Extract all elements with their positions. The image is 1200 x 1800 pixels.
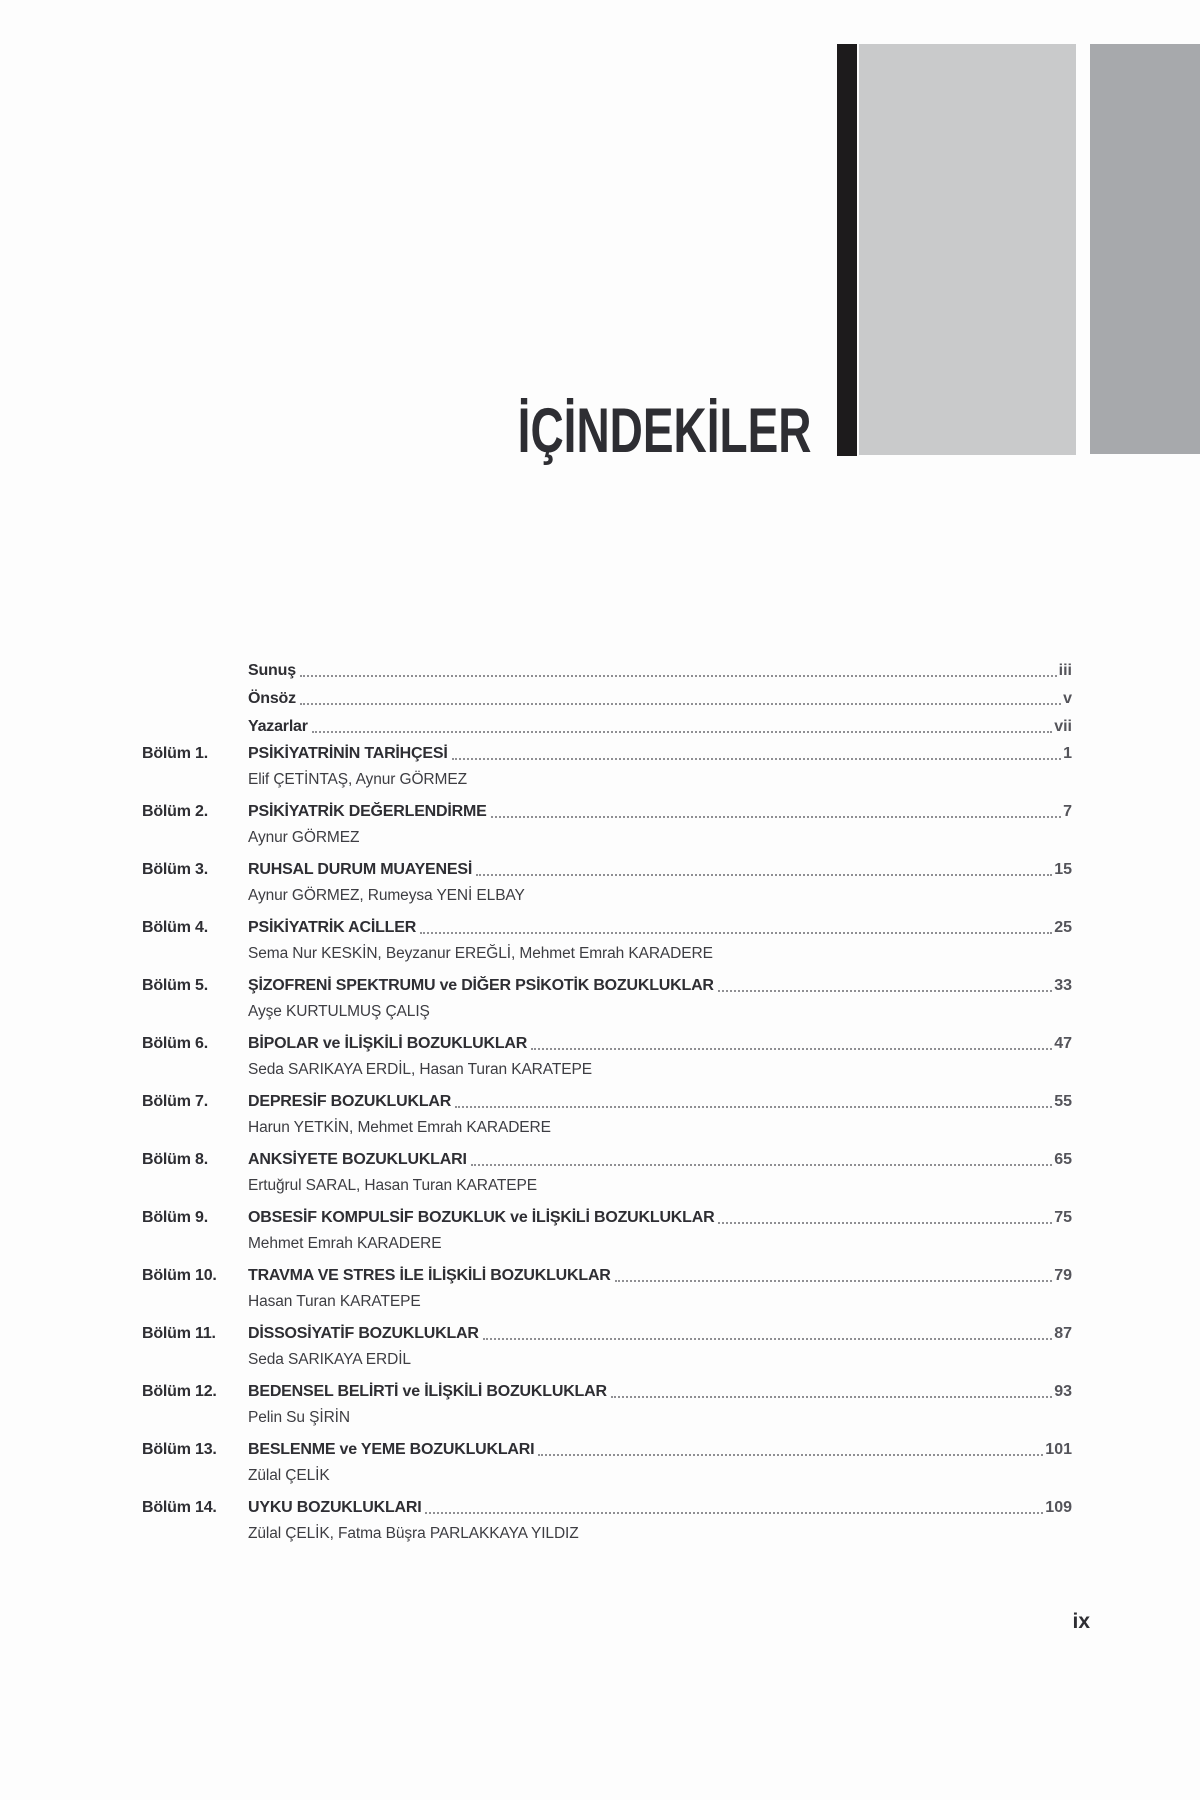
chapter-title-row bbox=[142, 1147, 1072, 1173]
chapter-title: BESLENME ve YEME BOZUKLUKLARI bbox=[248, 1441, 535, 1458]
chapter-entry bbox=[142, 1321, 1072, 1373]
chapter-title: PSİKİYATRİK DEĞERLENDİRME bbox=[248, 803, 487, 820]
chapter-label: Bölüm 9. bbox=[142, 1209, 208, 1226]
chapter-authors: Zülal ÇELİK bbox=[248, 1467, 330, 1484]
decorative-dark-gray-block bbox=[1090, 44, 1200, 454]
chapter-authors: Sema Nur KESKİN, Beyzanur EREĞLİ, Mehmet Emrah KARADERE bbox=[248, 945, 713, 962]
chapter-entry bbox=[142, 1379, 1072, 1431]
page-ref: 87 bbox=[1054, 1325, 1072, 1342]
dotted-leader bbox=[312, 731, 1052, 733]
dotted-leader bbox=[300, 675, 1057, 677]
chapter-label: Bölüm 4. bbox=[142, 919, 208, 936]
front-matter-label: Yazarlar bbox=[248, 718, 308, 735]
chapter-authors: Harun YETKİN, Mehmet Emrah KARADERE bbox=[248, 1119, 551, 1136]
chapter-entry bbox=[142, 1089, 1072, 1141]
chapter-title-row bbox=[142, 799, 1072, 825]
chapter-title: OBSESİF KOMPULSİF BOZUKLUK ve İLİŞKİLİ BOZUKLUKLAR bbox=[248, 1209, 715, 1226]
chapter-title-row bbox=[142, 741, 1072, 767]
chapter-label: Bölüm 14. bbox=[142, 1499, 217, 1516]
dotted-leader bbox=[531, 1048, 1052, 1050]
page-ref: 101 bbox=[1045, 1441, 1072, 1458]
page-ref: 47 bbox=[1054, 1035, 1072, 1052]
decorative-black-bar bbox=[837, 44, 857, 456]
chapter-authors: Ayşe KURTULMUŞ ÇALIŞ bbox=[248, 1003, 430, 1020]
page-ref: 55 bbox=[1054, 1093, 1072, 1110]
dotted-leader bbox=[483, 1338, 1052, 1340]
chapter-title: BİPOLAR ve İLİŞKİLİ BOZUKLUKLAR bbox=[248, 1035, 528, 1052]
chapter-label: Bölüm 10. bbox=[142, 1267, 217, 1284]
chapter-entry bbox=[142, 1205, 1072, 1257]
dotted-leader bbox=[452, 758, 1062, 760]
chapter-authors: Elif ÇETİNTAŞ, Aynur GÖRMEZ bbox=[248, 771, 467, 788]
chapter-authors: Zülal ÇELİK, Fatma Büşra PARLAKKAYA YILDIZ bbox=[248, 1525, 579, 1542]
chapter-title: BEDENSEL BELİRTİ ve İLİŞKİLİ BOZUKLUKLAR bbox=[248, 1383, 607, 1400]
chapter-label: Bölüm 11. bbox=[142, 1325, 216, 1342]
page-ref: 7 bbox=[1063, 803, 1072, 820]
chapter-label: Bölüm 7. bbox=[142, 1093, 208, 1110]
chapter-label: Bölüm 13. bbox=[142, 1441, 217, 1458]
page-ref: 15 bbox=[1054, 861, 1072, 878]
chapter-entry bbox=[142, 1147, 1072, 1199]
front-matter-row bbox=[142, 713, 1072, 741]
chapter-title: RUHSAL DURUM MUAYENESİ bbox=[248, 861, 473, 878]
chapter-authors: Aynur GÖRMEZ bbox=[248, 829, 360, 846]
dotted-leader bbox=[611, 1396, 1052, 1398]
page-ref: 25 bbox=[1054, 919, 1072, 936]
page-ref: 93 bbox=[1054, 1383, 1072, 1400]
chapter-authors: Aynur GÖRMEZ, Rumeysa YENİ ELBAY bbox=[248, 887, 525, 904]
dotted-leader bbox=[538, 1454, 1043, 1456]
chapter-title-row bbox=[142, 1321, 1072, 1347]
toc-list bbox=[142, 657, 1072, 1553]
chapter-entry bbox=[142, 741, 1072, 793]
dotted-leader bbox=[420, 932, 1052, 934]
chapter-title: TRAVMA VE STRES İLE İLİŞKİLİ BOZUKLUKLAR bbox=[248, 1267, 611, 1284]
folio-page-number: ix bbox=[1072, 1610, 1090, 1633]
dotted-leader bbox=[491, 816, 1062, 818]
chapter-label: Bölüm 3. bbox=[142, 861, 208, 878]
page-ref: iii bbox=[1058, 662, 1072, 679]
page-ref: 33 bbox=[1054, 977, 1072, 994]
chapter-entry bbox=[142, 799, 1072, 851]
chapter-title-row bbox=[142, 973, 1072, 999]
chapter-authors: Seda SARIKAYA ERDİL, Hasan Turan KARATEPE bbox=[248, 1061, 592, 1078]
chapter-title: ANKSİYETE BOZUKLUKLARI bbox=[248, 1151, 467, 1168]
chapter-title-row bbox=[142, 1031, 1072, 1057]
page-ref: v bbox=[1063, 690, 1072, 707]
chapter-label: Bölüm 2. bbox=[142, 803, 208, 820]
page-ref: vii bbox=[1054, 718, 1072, 735]
chapter-title-row bbox=[142, 1379, 1072, 1405]
dotted-leader bbox=[455, 1106, 1052, 1108]
chapter-entry bbox=[142, 857, 1072, 909]
page-ref: 79 bbox=[1054, 1267, 1072, 1284]
chapter-entry bbox=[142, 973, 1072, 1025]
chapter-title: DEPRESİF BOZUKLUKLAR bbox=[248, 1093, 452, 1110]
chapter-title-row bbox=[142, 1205, 1072, 1231]
chapter-label: Bölüm 8. bbox=[142, 1151, 208, 1168]
dotted-leader bbox=[300, 703, 1061, 705]
chapter-authors: Mehmet Emrah KARADERE bbox=[248, 1235, 442, 1252]
chapter-title-row bbox=[142, 1495, 1072, 1521]
dotted-leader bbox=[471, 1164, 1052, 1166]
chapter-title: UYKU BOZUKLUKLARI bbox=[248, 1499, 422, 1516]
chapter-authors: Seda SARIKAYA ERDİL bbox=[248, 1351, 411, 1368]
chapter-entry bbox=[142, 1437, 1072, 1489]
dotted-leader bbox=[718, 1222, 1052, 1224]
dotted-leader bbox=[718, 990, 1052, 992]
chapter-label: Bölüm 6. bbox=[142, 1035, 208, 1052]
front-matter-label: Önsöz bbox=[248, 690, 296, 707]
chapter-authors: Ertuğrul SARAL, Hasan Turan KARATEPE bbox=[248, 1177, 538, 1194]
chapter-entry bbox=[142, 1263, 1072, 1315]
chapter-entry bbox=[142, 1031, 1072, 1083]
chapter-entry bbox=[142, 915, 1072, 967]
dotted-leader bbox=[615, 1280, 1053, 1282]
chapter-title-row bbox=[142, 1089, 1072, 1115]
chapter-title: PSİKİYATRİK ACİLLER bbox=[248, 919, 417, 936]
chapter-title: PSİKİYATRİNİN TARİHÇESİ bbox=[248, 745, 448, 762]
dotted-leader bbox=[476, 874, 1052, 876]
page-title: İÇİNDEKİLER bbox=[518, 396, 812, 466]
chapter-authors: Pelin Su ŞİRİN bbox=[248, 1409, 350, 1426]
decorative-light-gray-block bbox=[859, 44, 1076, 455]
page-ref: 65 bbox=[1054, 1151, 1072, 1168]
chapter-label: Bölüm 1. bbox=[142, 745, 208, 762]
chapter-title-row bbox=[142, 857, 1072, 883]
page-ref: 109 bbox=[1045, 1499, 1072, 1516]
chapter-authors: Hasan Turan KARATEPE bbox=[248, 1293, 421, 1310]
front-matter-row bbox=[142, 685, 1072, 713]
chapter-label: Bölüm 5. bbox=[142, 977, 208, 994]
page-ref: 75 bbox=[1054, 1209, 1072, 1226]
dotted-leader bbox=[425, 1512, 1043, 1514]
chapter-label: Bölüm 12. bbox=[142, 1383, 217, 1400]
front-matter-row bbox=[142, 657, 1072, 685]
chapter-title-row bbox=[142, 915, 1072, 941]
chapter-title-row bbox=[142, 1437, 1072, 1463]
chapter-title: ŞİZOFRENİ SPEKTRUMU ve DİĞER PSİKOTİK BOZUKLUKLAR bbox=[248, 977, 714, 994]
front-matter-label: Sunuş bbox=[248, 662, 296, 679]
page-ref: 1 bbox=[1063, 745, 1072, 762]
chapter-entry bbox=[142, 1495, 1072, 1547]
chapter-title-row bbox=[142, 1263, 1072, 1289]
chapter-title: DİSSOSİYATİF BOZUKLUKLAR bbox=[248, 1325, 479, 1342]
